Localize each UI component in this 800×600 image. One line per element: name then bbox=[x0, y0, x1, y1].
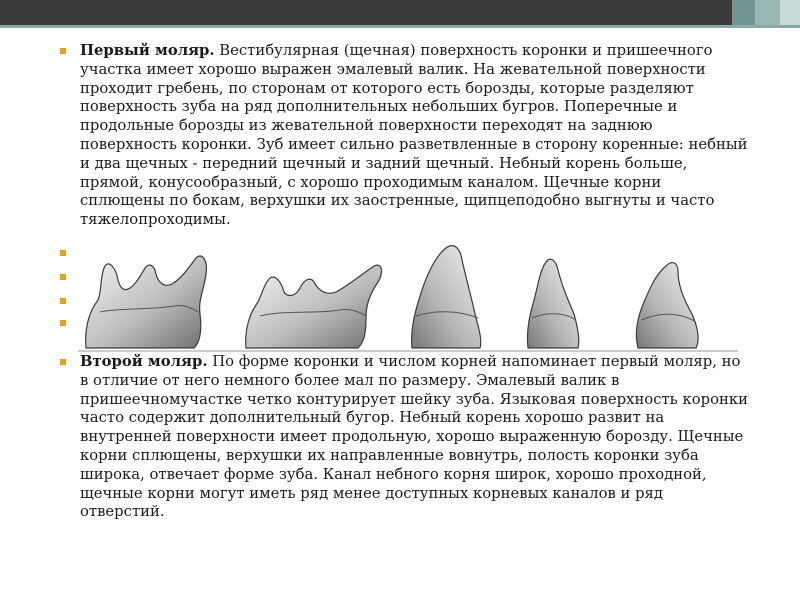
first-molar-title: Первый моляр. bbox=[80, 42, 215, 59]
molar-teeth-illustration bbox=[78, 238, 738, 353]
root-tooth-3 bbox=[412, 246, 481, 348]
molar-tooth-1 bbox=[86, 256, 207, 348]
second-molar-title: Второй моляр. bbox=[80, 353, 208, 370]
top-bar-accent-block bbox=[780, 0, 800, 25]
bullet-marker bbox=[60, 250, 66, 256]
bullet-marker bbox=[60, 359, 66, 365]
second-molar-paragraph bbox=[80, 353, 750, 522]
top-bar-accent-block bbox=[732, 0, 755, 25]
first-molar-paragraph bbox=[80, 42, 750, 236]
root-tooth-5 bbox=[636, 263, 698, 348]
top-accent-line bbox=[0, 25, 800, 28]
root-tooth-4 bbox=[527, 259, 578, 348]
bullet-marker bbox=[60, 320, 66, 326]
molar-tooth-2 bbox=[246, 265, 382, 348]
bullet-marker bbox=[60, 274, 66, 280]
top-bar bbox=[0, 0, 800, 25]
first-molar-body: Вестибулярная (щечная) поверхность коронки и пришеечного участка имеет хорошо выражен эмалевый валик. На жевательной поверхности проходит гребень, по сторонам от которого есть борозды, которые разделяют поверхность зуба на ряд дополнительных небольших бугров. Поперечные и продольные борозды из жевательной поверхности переходят на заднюю поверхность коронки. Зуб имеет сильно разветвленные в сторону коренные: небный и два щечных - передний щечный и задний щечный. Небный корень больше, прямой, конусообразный, с хорошо проходимым каналом. Щечные корни сплющены по бокам, верхушки их заостренные, щипцеподобно выгнуты и часто тяжелопроходимы. bbox=[80, 42, 748, 229]
second-molar-body: По форме коронки и числом корней напоминает первый моляр, но в отличие от него немного более мал по размеру. Эмалевый валик в пришеечномучастке четко контурирует шейку зуба. Языковая поверхность коронки часто содержит дополнительный бугор. Небный корень хорошо развит на внутренней поверхности имеет продольную, хорошо выраженную борозду. Щечные корни сплющены, верхушки их направленные вовнутрь, полость коронки зуба широка, отвечает форме зуба. Канал небного корня широк, хорошо проходной, щечные корни могут иметь ряд менее доступных корневых каналов и ряд отверстий. bbox=[80, 353, 748, 521]
bullet-marker bbox=[60, 298, 66, 304]
bullet-marker bbox=[60, 48, 66, 54]
